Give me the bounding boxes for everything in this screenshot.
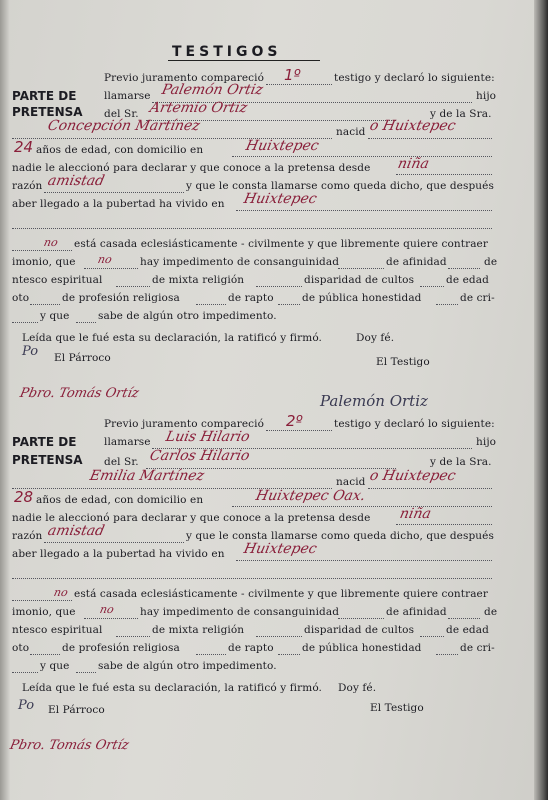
mixta-label-2: de mixta religión [152, 624, 245, 636]
afinidad-label: de afinidad [386, 256, 447, 268]
testigo-2-nombre: Luis Hilario [164, 429, 252, 445]
testigo-2-mark-casada: no [52, 586, 70, 599]
leida-label: Leída que le fué esta su declaración, la ratificó y firmó. [22, 332, 322, 344]
impedimento-label-2: hay impedimento de consanguinidad [140, 606, 340, 618]
disparidad-label: disparidad de cultos [304, 274, 415, 286]
testigo-2-madre: Emilia Martínez [88, 468, 206, 484]
testigo-2-desde: niña [398, 506, 433, 522]
parroco-mark-2: Po [18, 698, 35, 713]
leida-label-2: Leída que le fué esta su declaración, la ratificó y firmó. [22, 682, 322, 694]
anos-label-2: años de edad, con domicilio en [36, 494, 204, 506]
yque-label: y que [40, 310, 70, 322]
testigo-1-domicilio: Huixtepec [244, 138, 321, 154]
page-left-shadow [0, 0, 10, 800]
rapto-label-2: de rapto [228, 642, 274, 654]
parroco-label-2: El Párroco [48, 704, 105, 716]
publica-label: de pública honestidad [302, 292, 422, 304]
haber-label-2: aber llegado a la pubertad ha vivido en [12, 548, 225, 560]
testigo-1-razon: amistad [46, 173, 106, 189]
previo-label-2: Previo juramento compareció [104, 418, 264, 430]
haber-label: aber llegado a la pubertad ha vivido en [12, 198, 225, 210]
nadie-label: nadie le aleccionó para declarar y que conoce a la pretensa desde [12, 162, 371, 174]
sabe-label: sabe de algún otro impedimento. [98, 310, 277, 322]
testigo-1-vivido: Huixtepec [242, 191, 319, 207]
profesion-label: de profesión religiosa [62, 292, 180, 304]
testigo-1-desde: niña [396, 156, 431, 172]
mixta-label: de mixta religión [152, 274, 245, 286]
testigo-1-firma-testigo: Palemón Ortiz [320, 392, 428, 410]
ntesco-label: ntesco espiritual [12, 274, 103, 286]
title-underline [168, 60, 320, 61]
casada-label: está casada eclesiásticamente - civilmente y que libremente quiere contraer [74, 238, 488, 250]
testigo-signature-label: El Testigo [376, 356, 430, 368]
de-label: de [484, 256, 498, 268]
de-label-2: de [484, 606, 498, 618]
section-label-parte-2: PARTE DE [12, 435, 77, 449]
section-label-pretensa: PRETENSA [12, 105, 83, 119]
hijo-label-2: hijo [476, 436, 497, 448]
section-label-parte: PARTE DE [12, 89, 77, 103]
ntesco-label-2: ntesco espiritual [12, 624, 103, 636]
parroco-label: El Párroco [54, 352, 111, 364]
testigo-2-ordinal: 2º [286, 412, 303, 430]
razon-label: razón [12, 180, 43, 192]
testigo-label: testigo y declaró lo siguiente: [334, 72, 495, 84]
nacido-label: nacid [336, 126, 366, 138]
page-right-edge [534, 0, 548, 800]
previo-label: Previo juramento compareció [104, 72, 264, 84]
imonio-label: imonio, que [12, 256, 76, 268]
oto-label: oto [12, 292, 30, 304]
impedimento-label: hay impedimento de consanguinidad [140, 256, 340, 268]
afinidad-label-2: de afinidad [386, 606, 447, 618]
hijo-label: hijo [476, 90, 497, 102]
razon-label-2: razón [12, 530, 43, 542]
del-sr-label: del Sr. [104, 108, 139, 120]
parroco-mark-1: Po [22, 344, 39, 359]
decri-label-2: de cri- [460, 642, 495, 654]
sabe-label-2: sabe de algún otro impedimento. [98, 660, 277, 672]
consta-label-2: y que le consta llamarse como queda dicho, que después [186, 530, 494, 542]
testigo-1-edad: 24 [14, 138, 34, 156]
testigo-1-ordinal: 1º [284, 66, 301, 84]
doy-fe-label: Doy fé. [356, 332, 395, 344]
page-title: TESTIGOS [172, 44, 282, 60]
llamarse-label-2: llamarse [104, 436, 151, 448]
y-sra-label: y de la Sra. [430, 108, 492, 120]
oto-label-2: oto [12, 642, 30, 654]
decri-label: de cri- [460, 292, 495, 304]
consta-label: y que le consta llamarse como queda dicho, que después [186, 180, 494, 192]
section-label-pretensa-2: PRETENSA [12, 453, 83, 467]
publica-label-2: de pública honestidad [302, 642, 422, 654]
edad-label-2: de edad [446, 624, 489, 636]
nacido-label-2: nacid [336, 476, 366, 488]
testigo-2-nacido: o Huixtepec [368, 468, 458, 484]
testigo-1-nacido: o Huixtepec [368, 118, 458, 134]
testigo-2-domicilio: Huixtepec Oax. [254, 488, 367, 504]
edad-label: de edad [446, 274, 489, 286]
testigo-1-mark-casada: no [42, 236, 60, 249]
profesion-label-2: de profesión religiosa [62, 642, 180, 654]
testigo-1-madre: Concepción Martínez [46, 118, 202, 134]
casada-label-2: está casada eclesiásticamente - civilmente y que libremente quiere contraer [74, 588, 488, 600]
rapto-label: de rapto [228, 292, 274, 304]
nadie-label-2: nadie le aleccionó para declarar y que conoce a la pretensa desde [12, 512, 371, 524]
testigo-2-vivido: Huixtepec [242, 541, 319, 557]
testigo-1-nombre: Palemón Ortiz [160, 82, 265, 98]
testigo-1-firma-parroco: Pbro. Tomás Ortíz [18, 386, 141, 401]
anos-label: años de edad, con domicilio en [36, 144, 204, 156]
testigo-2-razon: amistad [46, 523, 106, 539]
del-sr-label-2: del Sr. [104, 456, 139, 468]
disparidad-label-2: disparidad de cultos [304, 624, 415, 636]
testigo-2-padre: Carlos Hilario [148, 448, 252, 464]
testigo-signature-label-2: El Testigo [370, 702, 424, 714]
doy-fe-label-2: Doy fé. [338, 682, 377, 694]
testigo-1-padre: Artemio Ortiz [148, 100, 249, 116]
testigo-2-mark-imonio: no [98, 603, 116, 616]
yque-label-2: y que [40, 660, 70, 672]
testigo-2-edad: 28 [14, 488, 34, 506]
testigo-2-firma-parroco: Pbro. Tomás Ortíz [8, 738, 131, 753]
imonio-label-2: imonio, que [12, 606, 76, 618]
testigo-label-2: testigo y declaró lo siguiente: [334, 418, 495, 430]
testigo-1-mark-imonio: no [96, 253, 114, 266]
llamarse-label: llamarse [104, 90, 151, 102]
y-sra-label-2: y de la Sra. [430, 456, 492, 468]
